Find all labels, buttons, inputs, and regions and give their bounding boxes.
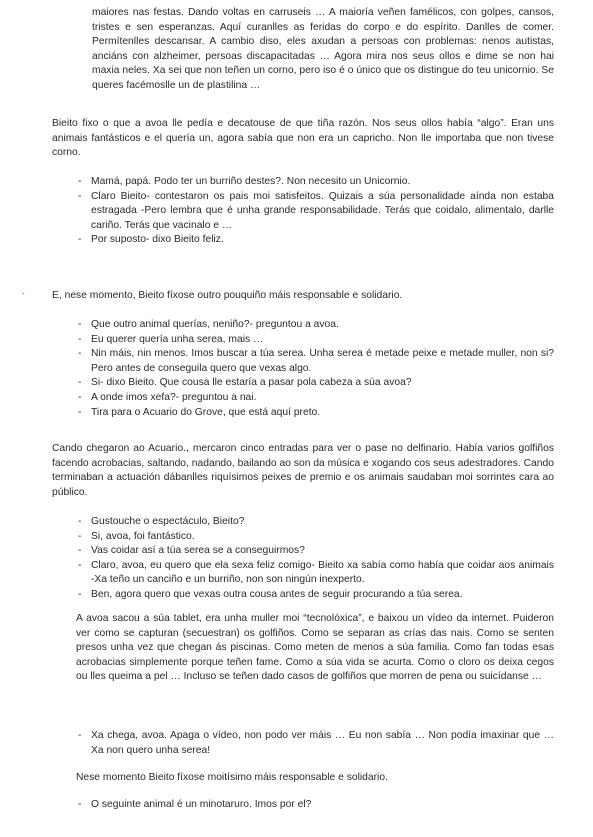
dialogue-text: Claro, avoa, eu quero que ela sexa feliz comigo- Bieito xa sabía como había que coidar aos animais -Xa teño un canciño e un burriño, non son ningún inexperto.	[91, 559, 554, 586]
dash-marker: -	[78, 234, 82, 246]
paragraph-4: A avoa sacou a súa tablet, era unha muller moi “tecnolóxica”, e baixou un vídeo da internet. Puideron ver como se capturan (secuestran) os golfiños. Como se separan as crías das nais. Como se senten presos unha vez que chegan ás piscinas. Como meten de menos a súa familia. Como fan todas esas acrobacias simplemente porque teñen fame. Como a súa vida se acurta. Como o cloro os deixa cegos ou lles queima a pel … Incluso se teñen dado casos de golfiños que morren de pena ou suicídanse …	[76, 613, 554, 683]
dialogue-text: Nin máis, nin menos. Imos buscar a túa serea. Unha serea é metade peixe e metade muller, non si? Pero antes de conseguila quero que vexas algo.	[91, 348, 554, 374]
dialogue-line	[78, 190, 554, 234]
dialogue-text: A onde imos xefa?- preguntou a nai.	[91, 391, 257, 403]
dialogue-list-5	[78, 798, 554, 813]
dialogue-text: Que outro animal querías, neniño?- preguntou a avoa.	[91, 319, 339, 330]
dash-marker: -	[78, 559, 82, 571]
dialogue-line	[78, 559, 554, 588]
dialogue-text: Eu querer quería unha serea, mais …	[91, 333, 264, 345]
dialogue-list-3	[78, 515, 554, 603]
margin-mark: `	[22, 292, 25, 302]
dialogue-text: Tira para o Acuario do Grove, que está aquí preto.	[91, 406, 321, 418]
dialogue-text: Vas coidar así a túa serea se a conseguirmos?	[91, 545, 305, 557]
dialogue-text: Xa chega, avoa. Apaga o vídeo, non podo ver máis … Eu non sabía … Non podía imaxinar que … Xa non quero unha serea!	[91, 730, 554, 756]
dialogue-list-2	[78, 318, 554, 420]
dialogue-text: Si- dixo Bieito. Que cousa lle estaría a pasar pola cabeza a súa avoa?	[91, 377, 412, 389]
paragraph-5: Nese momento Bieito fíxose moitísimo máis responsable e solidario.	[76, 772, 388, 783]
dialogue-line	[78, 391, 554, 406]
dash-marker: -	[78, 545, 82, 557]
dash-marker: -	[78, 391, 82, 403]
dialogue-line	[78, 318, 554, 333]
dash-marker: -	[78, 516, 82, 527]
dialogue-text: Claro Bieito- contestaron os pais moi satisfeitos. Quizais a súa personalidade aínda non estaba estragada -Pero lembra que é unha grande responsabilidade. Terás que coidalo, alimentalo, darlle cariño. Terás que vacinalo e …	[91, 190, 554, 231]
paragraph-1: Bieito fixo o que a avoa lle pedía e decatouse de que tiña razón. Nos seus ollos había “algo”. Eran uns animais fantásticos e el quería un, agora sabía que non era un capricho. Non lle importaba que non tivese corno.	[52, 118, 554, 159]
dialogue-line	[78, 233, 554, 248]
dialogue-line	[78, 588, 554, 603]
dash-marker: -	[78, 730, 82, 741]
dialogue-line	[78, 798, 554, 813]
dialogue-line	[78, 347, 554, 376]
dialogue-line	[78, 515, 554, 530]
dialogue-line	[78, 333, 554, 348]
dash-marker: -	[78, 348, 82, 360]
dialogue-text: Por suposto- dixo Bieito feliz.	[91, 234, 224, 246]
dash-marker: -	[78, 799, 82, 810]
dialogue-list-4	[78, 729, 554, 758]
quote-continuation: maiores nas festas. Dando voltas en carruseis … A maioría veñen famélicos, con golpes, cansos, tristes e sen esperanzas. Aquí curanlles as feridas do corpo e do espírito. Danlles de comer. Permítenlles descansar. A cambio diso, eles axudan a persoas con problemas: nenos autistas, anciáns con alzheimer, persoas discapacitadas … Agora mira nos seus ollos e dime se non hai maxia neles. Xa sei que non teñen un corno, pero iso é o único que os distingue do teu unicornio. Se queres facémoslle un de plastilina …	[92, 7, 554, 91]
dash-marker: -	[78, 588, 82, 600]
dash-marker: -	[78, 377, 82, 389]
paragraph-3: Cando chegaron ao Acuario., mercaron cinco entradas para ver o pase no delfinario. Había varios golfiños facendo acrobacias, saltando, nadando, bailando ao son da música e xogando cos seus adestradores. Cando terminaban a actuación dábanlles riquísimos peixes de premio e os animais saudaban moi sorrintes cara ao público.	[52, 443, 554, 498]
dialogue-line	[78, 175, 554, 190]
dialogue-text: Si, avoa, foi fantástico.	[91, 530, 195, 542]
paragraph-2: E, nese momento, Bieito fíxose outro pouquiño máis responsable e solidario.	[52, 290, 403, 301]
dash-marker: -	[78, 190, 82, 202]
dialogue-line	[78, 729, 554, 758]
dash-marker: -	[78, 333, 82, 345]
dialogue-line	[78, 406, 554, 421]
dash-marker: -	[78, 530, 82, 542]
dash-marker: -	[78, 176, 82, 187]
dialogue-text: Ben, agora quero que vexas outra cousa antes de seguir procurando a túa serea.	[91, 588, 463, 600]
dialogue-list-1	[78, 175, 554, 248]
dialogue-line	[78, 530, 554, 545]
dialogue-line	[78, 376, 554, 391]
dash-marker: -	[78, 406, 82, 418]
dialogue-text: Mamá, papá. Podo ter un burriño destes?. Non necesito un Unicornio.	[91, 176, 411, 187]
dialogue-text: Gustouche o espectáculo, Bieito?	[91, 516, 245, 527]
dialogue-line	[78, 544, 554, 559]
dialogue-text: O seguinte animal é un minotaruro. Imos por el?	[91, 799, 312, 810]
dash-marker: -	[78, 319, 82, 330]
